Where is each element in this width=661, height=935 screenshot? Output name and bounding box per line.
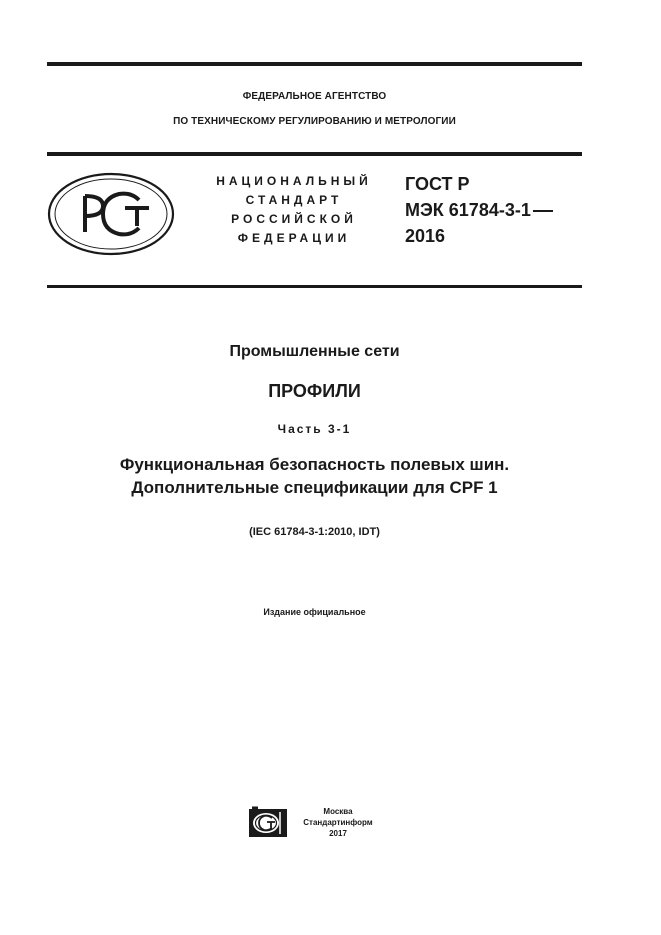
standard-code — [405, 171, 553, 249]
title-subtitle-line-2: Дополнительные спецификации для CPF 1 — [131, 478, 498, 497]
standartinform-logo-icon — [248, 806, 288, 838]
title-part: Часть 3-1 — [277, 422, 352, 436]
agency-line-2: ПО ТЕХНИЧЕСКОМУ РЕГУЛИРОВАНИЮ И МЕТРОЛОГИИ — [173, 116, 456, 127]
publisher-year: 2017 — [329, 829, 347, 838]
agency-line-1: ФЕДЕРАЛЬНОЕ АГЕНТСТВО — [242, 91, 387, 102]
standard-code-dash — [533, 210, 553, 212]
bottom-rule — [47, 285, 582, 288]
gost-r-mark-icon — [47, 172, 175, 256]
national-standard-line-4: ФЕДЕРАЦИИ — [237, 231, 351, 245]
edition-label: Издание официальное — [263, 607, 366, 617]
standard-code-number: МЭК 61784-3-1 — [405, 200, 531, 220]
national-standard-line-3: РОССИЙСКОЙ — [231, 212, 357, 226]
publisher-info — [292, 806, 384, 839]
title-subtitle-line-1: Функциональная безопасность полевых шин. — [119, 455, 510, 474]
national-standard-line-2: СТАНДАРТ — [245, 193, 343, 207]
title-series: Промышленные сети — [229, 343, 400, 360]
middle-rule — [47, 152, 582, 156]
standard-code-line-1: ГОСТ Р — [405, 174, 470, 194]
title-main: ПРОФИЛИ — [268, 381, 361, 401]
iec-reference: (IEC 61784-3-1:2010, IDT) — [249, 526, 380, 538]
national-standard-line-1: НАЦИОНАЛЬНЫЙ — [216, 174, 372, 188]
standard-code-line-3: 2016 — [405, 226, 446, 246]
national-standard-label — [195, 172, 393, 248]
top-rule — [47, 62, 582, 66]
standard-code-line-2 — [405, 197, 553, 223]
publisher-city: Москва — [323, 807, 353, 816]
publisher-name: Стандартинформ — [303, 818, 373, 827]
